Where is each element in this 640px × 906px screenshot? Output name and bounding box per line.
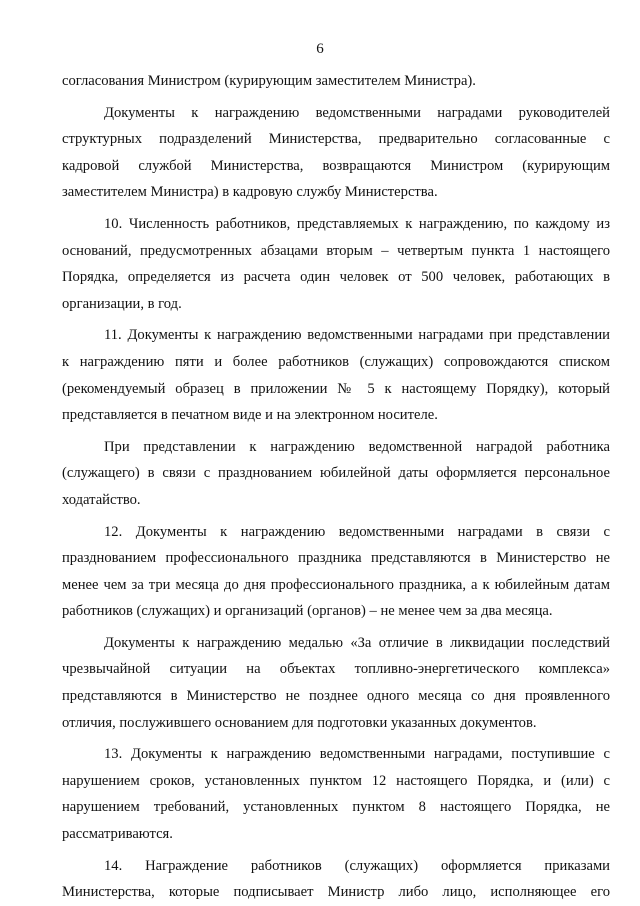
paragraph [62,630,610,736]
text-line: (рекомендуемый образец в приложении № 5 к настоящему Порядку), который [62,380,610,397]
paragraph [62,741,610,847]
text-line: согласования Министром (курирующим заместителем Министра). [62,73,476,89]
text-line: рассматриваются. [62,826,173,843]
text-line: ходатайство. [62,491,141,508]
text-line: Министерства, которые подписывает Министр либо лицо, исполняющее его [62,884,610,901]
text-line: заместителем Министра) в кадровую службу Министерства. [62,184,438,201]
text-line: чрезвычайной ситуации на объектах топливно-энергетического комплекса» [62,661,610,678]
text-line: к награждению пяти и более работников (служащих) сопровождаются списком [62,353,610,370]
text-line: организации, в год. [62,295,182,312]
paragraph [62,519,610,625]
paragraph [62,211,610,317]
paragraph [62,434,610,514]
text-line: представляется в печатном виде и на электронном носителе. [62,407,438,424]
paragraph [62,853,610,906]
text-line: Документы к награждению медалью «За отличие в ликвидации последствий [104,634,610,651]
text-line: 13. Документы к награждению ведомственными наградами, поступившие с [104,746,610,763]
text-line: 10. Численность работников, представляемых к награждению, по каждому из [104,215,610,232]
paragraph [62,100,610,206]
text-line: Порядка, определяется из расчета один человек от 500 человек, работающих в [62,269,610,286]
text-line: отличия, послужившего основанием для подготовки указанных документов. [62,714,537,731]
text-line: нарушением сроков, установленных пунктом 12 настоящего Порядка, и (или) с [62,772,610,789]
text-line: представляются в Министерство не позднее одного месяца со дня проявленного [62,688,610,705]
text-line: менее чем за три месяца до дня профессионального праздника, а к юбилейным датам [62,576,610,593]
text-line: структурных подразделений Министерства, предварительно согласованные с [62,131,610,148]
page-number: 6 [316,41,324,57]
paragraph [62,322,610,428]
text-line: При представлении к награждению ведомственной наградой работника [104,438,610,455]
text-line: 12. Документы к награждению ведомственными наградами в связи с [104,523,610,540]
text-line: работников (служащих) и организаций (органов) – не менее чем за два месяца. [62,603,553,620]
text-line: Документы к награждению ведомственными наградами руководителей [104,104,610,121]
text-line: кадровой службой Министерства, возвращаются Министром (курирующим [62,157,610,174]
text-line: празднованием профессионального праздника представляются в Министерство не [62,550,610,567]
document-body [62,68,610,906]
text-line: нарушением требований, установленных пунктом 8 настоящего Порядка, не [62,799,610,816]
text-line: 14. Награждение работников (служащих) оформляется приказами [104,857,610,874]
text-line: (служащего) в связи с празднованием юбилейной даты оформляется персональное [62,465,610,482]
paragraph [62,68,610,95]
text-line: оснований, предусмотренных абзацами вторым – четвертым пункта 1 настоящего [62,242,610,259]
text-line: 11. Документы к награждению ведомственными наградами при представлении [104,327,610,344]
